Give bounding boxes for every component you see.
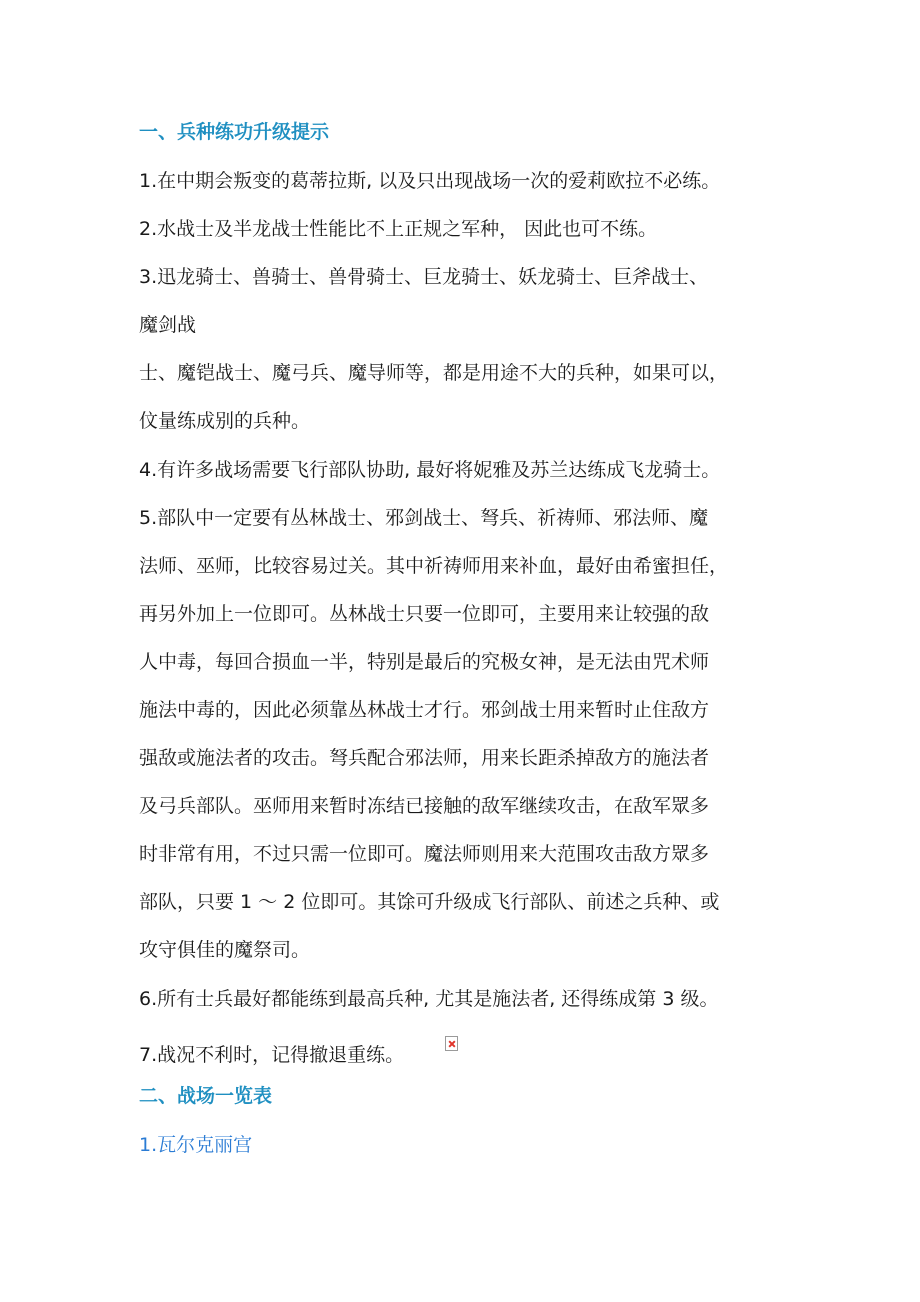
paragraph-line: 部队，只要 1 ～ 2 位即可。其馀可升级成飞行部队、前述之兵种、或 bbox=[139, 891, 720, 913]
paragraph-line: 法师、巫师，比较容易过关。其中祈祷师用来补血，最好由希蜜担任， bbox=[139, 555, 729, 577]
paragraph-line: 再另外加上一位即可。丛林战士只要一位即可，主要用来让较强的敌 bbox=[139, 603, 710, 625]
paragraph-line: 7.战况不利时，记得撤退重练。 bbox=[139, 1044, 405, 1066]
paragraph-line: 4.有许多战场需要飞行部队协助, 最好将妮雅及苏兰达练成飞龙骑士。 bbox=[139, 459, 721, 481]
broken-image-icon bbox=[445, 1036, 458, 1051]
paragraph-line: 魔剑战 bbox=[139, 314, 197, 336]
section-heading-upgrade-tips: 一、兵种练功升级提示 bbox=[139, 121, 330, 143]
paragraph-line: 时非常有用，不过只需一位即可。魔法师则用来大范围攻击敌方眾多 bbox=[139, 843, 710, 865]
paragraph-line: 及弓兵部队。巫师用来暂时冻结已接触的敌军继续攻击，在敌军眾多 bbox=[139, 795, 710, 817]
battlefield-item-1: 1.瓦尔克丽宫 bbox=[139, 1134, 253, 1156]
paragraph-line: 攻守俱佳的魔祭司。 bbox=[139, 939, 311, 961]
paragraph-line: 3.迅龙骑士、兽骑士、兽骨骑士、巨龙骑士、妖龙骑士、巨斧战士、 bbox=[139, 266, 709, 288]
paragraph-line: 伩量练成别的兵种。 bbox=[139, 410, 311, 432]
paragraph-line: 2.水战士及半龙战士性能比不上正规之军种， 因此也可不练。 bbox=[139, 218, 658, 240]
paragraph-line: 士、魔铠战士、魔弓兵、魔导师等，都是用途不大的兵种，如果可以， bbox=[139, 362, 729, 384]
paragraph-line: 5.部队中一定要有丛林战士、邪剑战士、弩兵、祈祷师、邪法师、魔 bbox=[139, 507, 709, 529]
section-heading-battlefield-list: 二、战场一览表 bbox=[139, 1085, 273, 1107]
paragraph-line: 施法中毒的，因此必须靠丛林战士才行。邪剑战士用来暂时止住敌方 bbox=[139, 699, 710, 721]
paragraph-line: 1.在中期会叛变的葛蒂拉斯, 以及只出现战场一次的爱莉欧拉不必练。 bbox=[139, 170, 721, 192]
paragraph-line: 人中毒，每回合损血一半，特别是最后的究极女神，是无法由咒术师 bbox=[139, 651, 710, 673]
paragraph-line: 6.所有士兵最好都能练到最高兵种, 尤其是施法者, 还得练成第 3 级。 bbox=[139, 988, 719, 1010]
paragraph-line: 强敌或施法者的攻击。弩兵配合邪法师，用来长距杀掉敌方的施法者 bbox=[139, 747, 710, 769]
